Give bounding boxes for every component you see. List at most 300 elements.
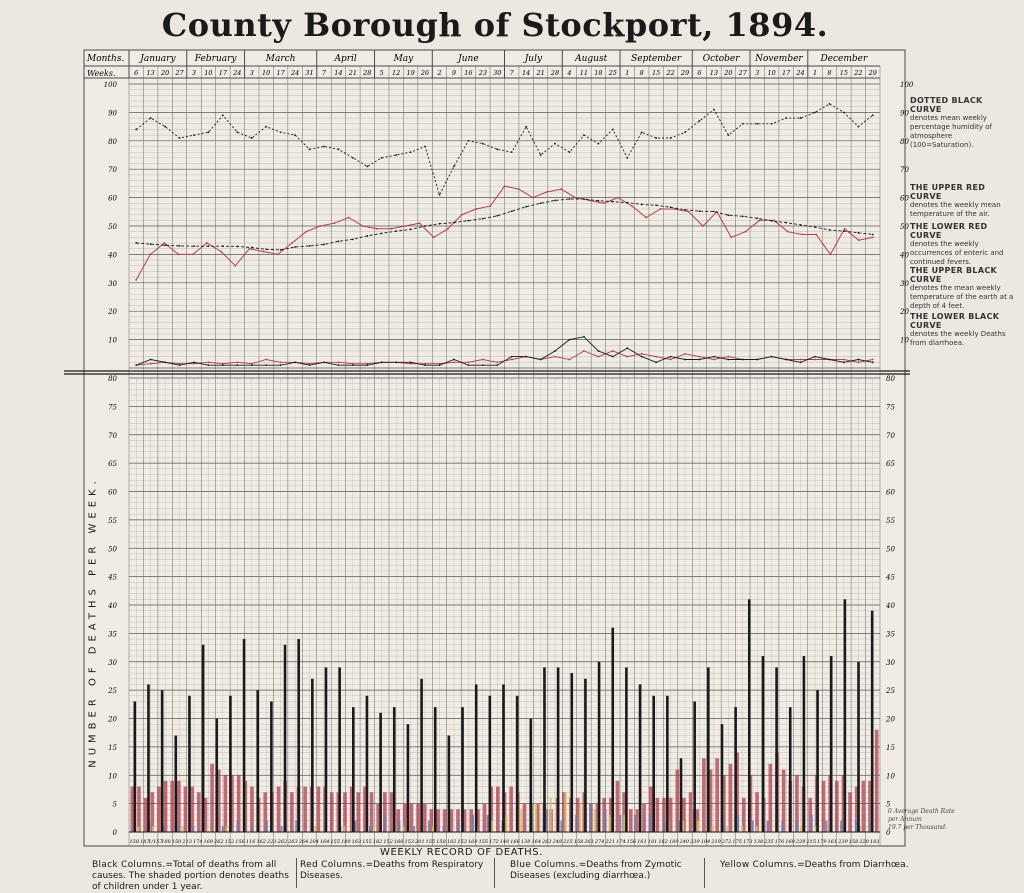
month-label: July: [524, 54, 543, 64]
red-column: [190, 787, 194, 832]
series-upper-black-point: [395, 230, 397, 232]
row-total-label: 140: [499, 839, 510, 845]
week-date-label: 10: [204, 69, 213, 77]
footer-separator: [494, 858, 495, 888]
blue-column: [825, 821, 827, 832]
lower-y-tick-left: 75: [108, 403, 117, 412]
red-column: [656, 798, 660, 832]
row-total-label: 160: [467, 839, 478, 845]
avg-note-line-1: 0 Average Death Rate: [888, 808, 955, 815]
lower-y-tick-right: 60: [886, 488, 895, 497]
series-lower-black-point: [612, 356, 614, 358]
lower-y-tick-right: 25: [886, 687, 895, 696]
series-lower-black-point: [843, 361, 845, 363]
series-lower-red-point: [280, 361, 282, 363]
week-date-label: 3: [249, 69, 254, 77]
red-column: [150, 792, 154, 832]
row-total-label: 162: [658, 839, 668, 845]
red-column: [370, 792, 374, 832]
row-total-label: 158: [573, 839, 584, 845]
series-upper-red-point: [249, 248, 251, 250]
month-label: January: [140, 54, 176, 64]
row-total-label: 223: [267, 839, 277, 845]
series-lower-black-point: [193, 361, 195, 363]
black-column: [489, 696, 492, 832]
yellow-column: [741, 826, 743, 832]
footer-separator: [296, 858, 297, 888]
black-column: [284, 645, 287, 832]
series-dotted-black-point: [309, 148, 311, 150]
lower-y-tick-right: 40: [886, 602, 895, 610]
series-upper-black-point: [843, 230, 845, 232]
lower-y-tick-left: 35: [108, 630, 117, 639]
series-upper-red-point: [801, 234, 803, 236]
row-total-label: 116: [245, 839, 256, 845]
series-lower-black-point: [338, 364, 340, 366]
series-upper-red-point: [461, 214, 463, 216]
series-lower-black-point: [294, 361, 296, 363]
series-lower-black-point: [670, 356, 672, 358]
yellow-column: [550, 798, 552, 832]
red-column: [224, 775, 228, 832]
row-total-label: 155: [425, 839, 436, 845]
black-column: [803, 656, 806, 832]
series-lower-black-point: [482, 364, 484, 366]
month-label: May: [393, 54, 414, 64]
row-total-label: 179: [817, 839, 827, 845]
series-lower-red-point: [713, 359, 715, 361]
lower-y-tick-right: 5: [886, 800, 891, 809]
footer-blue-columns: [510, 860, 700, 882]
series-upper-red-point: [858, 239, 860, 241]
row-total-label: 156: [626, 839, 637, 845]
series-dotted-black-point: [366, 165, 368, 167]
series-dotted-black-point: [771, 123, 773, 125]
upper-y-tick-left: 80: [108, 137, 117, 146]
series-dotted-black-point: [785, 117, 787, 119]
week-date-label: 13: [146, 69, 155, 77]
yellow-column: [623, 815, 625, 832]
blue-column: [575, 815, 577, 832]
black-column: [393, 707, 396, 832]
row-total-label: 219: [711, 839, 721, 845]
red-column: [436, 809, 440, 832]
series-lower-black-point: [496, 364, 498, 366]
row-total-label: 174: [616, 839, 626, 845]
week-date-label: 20: [160, 69, 170, 77]
week-date-label: 19: [406, 69, 415, 77]
blue-column: [398, 821, 400, 832]
series-upper-black-point: [467, 220, 469, 222]
series-lower-black-point: [857, 359, 859, 361]
red-column: [390, 792, 394, 832]
series-lower-black-point: [236, 364, 238, 366]
black-column: [297, 639, 300, 832]
series-upper-black-point: [597, 200, 599, 202]
black-column: [215, 719, 218, 833]
black-column: [366, 696, 369, 832]
black-column: [516, 696, 519, 832]
row-total-label: 175: [732, 839, 742, 845]
lower-y-tick-right: 75: [886, 403, 895, 412]
black-column: [338, 667, 341, 832]
series-upper-red-point: [702, 225, 704, 227]
month-label: October: [702, 54, 740, 64]
series-upper-red-point: [164, 242, 166, 244]
row-total-label: 169: [785, 839, 795, 845]
black-column: [434, 707, 437, 832]
series-upper-red-point: [574, 197, 576, 199]
series-upper-red-point: [348, 217, 350, 219]
series-lower-black-point: [597, 350, 599, 352]
footer-red-columns: [300, 860, 490, 882]
legend-upper-red-body: denotes the weekly mean temperature of the air.: [910, 201, 1001, 218]
series-lower-black-point: [410, 361, 412, 363]
black-column: [147, 684, 150, 832]
series-upper-red-point: [277, 254, 279, 256]
red-column: [416, 804, 420, 832]
series-dotted-black-point: [699, 120, 701, 122]
series-dotted-black-point: [150, 117, 152, 119]
series-lower-black-point: [771, 356, 773, 358]
series-lower-black-point: [323, 361, 325, 363]
week-date-label: 7: [321, 69, 327, 77]
week-date-label: 29: [868, 69, 877, 77]
avg-note-line-2: per Annum: [888, 816, 922, 823]
blue-column: [811, 815, 813, 832]
yellow-column: [344, 826, 346, 832]
series-upper-red-point: [263, 251, 265, 253]
row-total-label: 263: [288, 839, 298, 845]
series-dotted-black-point: [439, 194, 441, 196]
row-total-label: 189: [341, 839, 351, 845]
black-column: [174, 736, 177, 832]
row-total-label: 201: [415, 839, 425, 845]
lower-y-tick-left: 15: [108, 743, 117, 752]
lower-y-tick-right: 0: [886, 829, 891, 837]
yellow-column: [506, 815, 508, 832]
series-upper-red-point: [149, 254, 151, 256]
row-total-label: 138: [753, 839, 764, 845]
series-lower-black-point: [208, 364, 210, 366]
week-date-label: 10: [767, 69, 776, 77]
week-date-label: 17: [218, 69, 228, 77]
legend-lower-black: [910, 312, 1016, 348]
week-date-label: 9: [451, 69, 457, 77]
red-column: [177, 781, 181, 832]
week-date-label: 27: [738, 69, 747, 77]
series-upper-red-point: [631, 205, 633, 207]
series-upper-black-point: [208, 245, 210, 247]
week-date-label: 20: [724, 69, 733, 77]
series-lower-red-point: [843, 359, 845, 361]
series-lower-black-point: [569, 339, 571, 341]
lower-y-tick-left: 55: [108, 516, 117, 525]
row-total-label: 155: [362, 839, 372, 845]
series-dotted-black-point: [713, 109, 715, 111]
upper-y-tick-right: 60: [900, 194, 909, 203]
row-total-label: 215: [563, 839, 573, 845]
row-total-label: 158: [129, 839, 140, 845]
red-column: [277, 787, 281, 832]
footer-black-body: =Total of deaths from all causes. The shaded portion denotes deaths of children under 1 year.: [92, 860, 289, 892]
week-date-label: 23: [478, 69, 487, 77]
lower-y-tick-right: 70: [886, 431, 895, 440]
upper-y-tick-left: 70: [108, 166, 117, 175]
series-lower-red-point: [684, 353, 686, 355]
footer-separator: [704, 858, 705, 888]
series-dotted-black-point: [482, 143, 484, 145]
series-lower-black-point: [265, 364, 267, 366]
black-column: [407, 724, 410, 832]
series-upper-black-point: [800, 224, 802, 226]
lower-y-tick-right: 80: [886, 375, 895, 383]
black-column: [789, 707, 792, 832]
week-date-label: 6: [134, 69, 139, 77]
series-lower-red-point: [727, 356, 729, 358]
x-axis-caption: WEEKLY RECORD OF DEATHS.: [380, 847, 543, 858]
red-column: [483, 804, 487, 832]
month-label: February: [194, 54, 237, 64]
row-total-label: 158: [436, 839, 446, 845]
week-date-label: 24: [233, 69, 242, 77]
week-date-label: 8: [639, 69, 644, 77]
series-dotted-black-point: [742, 123, 744, 125]
blue-column: [737, 815, 739, 832]
black-column: [202, 645, 205, 832]
row-total-label: 229: [795, 839, 806, 845]
week-date-label: 26: [420, 69, 430, 77]
month-label: August: [575, 54, 608, 64]
row-total-label: 239: [690, 839, 700, 845]
series-upper-red-point: [305, 231, 307, 233]
series-lower-black-point: [626, 347, 628, 349]
upper-y-tick-right: 30: [900, 279, 909, 288]
series-dotted-black-point: [583, 134, 585, 136]
week-date-label: 12: [392, 69, 401, 77]
yellow-column: [609, 815, 611, 832]
lower-y-tick-left: 80: [108, 375, 117, 383]
series-upper-black-point: [338, 240, 340, 242]
week-date-label: 14: [522, 69, 531, 77]
row-total-label: 162: [256, 839, 266, 845]
series-upper-black-point: [699, 210, 701, 212]
series-upper-red-point: [844, 228, 846, 230]
series-upper-black-point: [670, 206, 672, 208]
blue-column: [546, 809, 548, 832]
footer-red-body: =Deaths from Respiratory Diseases.: [300, 860, 484, 881]
red-column: [317, 787, 321, 832]
series-lower-red-point: [208, 361, 210, 363]
row-total-label: 164: [319, 839, 330, 845]
lower-y-tick-left: 0: [112, 829, 117, 837]
blue-column: [251, 826, 253, 832]
lower-y-tick-right: 30: [886, 658, 895, 667]
series-lower-red-point: [597, 356, 599, 358]
blue-column: [560, 821, 562, 832]
week-date-label: 28: [363, 69, 372, 77]
series-lower-black-point: [424, 364, 426, 366]
row-total-label: 164: [531, 839, 542, 845]
black-column: [844, 599, 847, 832]
row-total-label: 150: [171, 839, 182, 845]
blue-column: [840, 821, 842, 832]
series-dotted-black-point: [756, 123, 758, 125]
row-total-label: 173: [743, 839, 753, 845]
blue-column: [767, 821, 769, 832]
series-dotted-black-point: [280, 131, 282, 133]
week-date-label: 28: [550, 69, 560, 77]
months-label: Months.: [87, 54, 125, 64]
series-upper-red-point: [688, 211, 690, 213]
series-dotted-black-point: [554, 143, 556, 145]
lower-y-tick-left: 20: [108, 715, 117, 724]
row-total-label: 239: [838, 839, 848, 845]
series-upper-black-point: [583, 198, 585, 200]
series-dotted-black-point: [323, 146, 325, 148]
series-upper-red-point: [234, 265, 236, 267]
week-date-label: 3: [191, 69, 197, 77]
series-lower-black-point: [713, 356, 715, 358]
series-upper-black-point: [439, 223, 441, 225]
blue-column: [634, 815, 636, 832]
black-column: [543, 667, 546, 832]
black-column: [666, 696, 669, 832]
week-date-label: 29: [680, 69, 690, 77]
series-upper-red-point: [362, 225, 364, 227]
footer-blue-head: Blue Columns.: [510, 860, 579, 870]
series-upper-red-point: [518, 188, 520, 190]
week-date-label: 8: [827, 69, 832, 77]
series-upper-black-point: [352, 238, 354, 240]
red-column: [290, 792, 294, 832]
yellow-column: [726, 826, 728, 832]
series-dotted-black-point: [670, 137, 672, 139]
series-dotted-black-point: [164, 126, 166, 128]
series-lower-black-point: [727, 359, 729, 361]
black-column: [420, 679, 423, 832]
blue-column: [855, 821, 857, 832]
black-column: [502, 684, 505, 832]
lower-y-tick-right: 65: [886, 460, 895, 469]
black-column: [693, 701, 696, 832]
legend-lower-red: [910, 222, 1016, 267]
lower-y-tick-left: 30: [108, 658, 117, 667]
series-lower-red-point: [511, 359, 513, 361]
series-dotted-black-point: [222, 114, 224, 116]
series-upper-black-point: [655, 204, 657, 206]
black-column: [734, 707, 737, 832]
row-total-label: 221: [605, 839, 616, 845]
week-date-label: 2: [437, 69, 442, 77]
row-total-label: 158: [848, 839, 859, 845]
series-upper-black-point: [496, 215, 498, 217]
series-lower-red-point: [338, 361, 340, 363]
yellow-column: [402, 826, 404, 832]
week-date-label: 31: [305, 69, 314, 77]
lower-y-tick-right: 15: [886, 743, 895, 752]
series-upper-black-point: [323, 244, 325, 246]
upper-y-tick-left: 60: [108, 194, 117, 203]
week-date-label: 5: [379, 69, 384, 77]
series-upper-red-point: [206, 242, 208, 244]
series-upper-black-point: [150, 243, 152, 245]
row-total-label: 204: [309, 839, 319, 845]
blue-column: [413, 826, 415, 832]
series-upper-red-point: [447, 228, 449, 230]
row-total-label: 152: [383, 839, 393, 845]
series-lower-red-point: [265, 359, 267, 361]
yellow-column: [594, 809, 596, 832]
series-dotted-black-point: [410, 151, 412, 153]
row-total-label: 153: [404, 839, 415, 845]
series-upper-red-point: [504, 185, 506, 187]
yellow-column: [137, 826, 139, 832]
week-date-label: 17: [276, 69, 285, 77]
week-date-label: 21: [348, 69, 357, 77]
black-column: [311, 679, 314, 832]
red-column: [410, 804, 414, 832]
blue-column: [752, 821, 754, 832]
series-lower-black-point: [756, 359, 758, 361]
blue-column: [266, 821, 268, 832]
row-total-label: 181: [647, 839, 658, 845]
upper-y-tick-right: 50: [900, 223, 909, 231]
row-total-label: 248: [552, 839, 563, 845]
upper-y-tick-left: 40: [108, 251, 117, 260]
series-upper-black-point: [684, 209, 686, 211]
series-upper-red-point: [376, 228, 378, 230]
yellow-column: [432, 826, 434, 832]
black-column: [570, 673, 573, 832]
red-column: [423, 804, 427, 832]
series-upper-black-point: [857, 232, 859, 234]
series-upper-red-point: [645, 217, 647, 219]
series-lower-red-point: [612, 350, 614, 352]
week-date-label: 27: [175, 69, 184, 77]
row-total-label: 160: [393, 839, 404, 845]
series-lower-red-point: [872, 359, 874, 361]
red-column: [170, 781, 174, 832]
series-dotted-black-point: [467, 140, 469, 142]
red-column: [835, 781, 839, 832]
blue-column: [590, 804, 592, 832]
blue-column: [178, 826, 180, 832]
series-dotted-black-point: [251, 137, 253, 139]
footer-black-columns: [92, 860, 297, 893]
series-lower-black-point: [684, 359, 686, 361]
red-column: [689, 792, 693, 832]
series-upper-black-point: [626, 202, 628, 204]
series-dotted-black-point: [684, 131, 686, 133]
blue-column: [796, 821, 798, 832]
series-dotted-black-point: [655, 137, 657, 139]
yellow-column: [314, 826, 316, 832]
row-total-label: 152: [224, 839, 235, 845]
red-column: [755, 792, 759, 832]
row-total-label: 194: [700, 839, 711, 845]
series-upper-red-point: [404, 225, 406, 227]
series-lower-red-point: [814, 359, 816, 361]
series-upper-black-point: [554, 200, 556, 202]
blue-column: [443, 826, 445, 832]
series-lower-black-point: [467, 364, 469, 366]
series-dotted-black-point: [511, 151, 513, 153]
red-column: [509, 787, 513, 832]
lower-y-tick-left: 10: [108, 772, 117, 781]
series-upper-red-point: [617, 197, 619, 199]
series-lower-red-point: [655, 356, 657, 358]
